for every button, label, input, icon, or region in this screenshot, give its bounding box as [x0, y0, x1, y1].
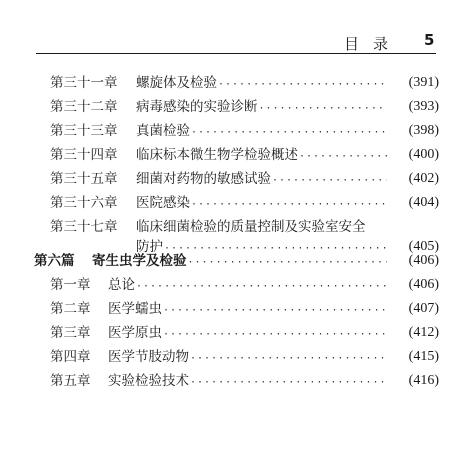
page-number: (405) [408, 239, 439, 254]
chapter-label: 第三十七章 [50, 219, 118, 235]
chapter-title-line-2: 防护 [136, 239, 163, 255]
chapter-title: 螺旋体及检验 [136, 75, 217, 91]
toc-entry [0, 144, 474, 166]
chapter-label: 第三十四章 [50, 147, 118, 163]
chapter-title-line-1: 临床细菌检验的质量控制及实验室安全 [136, 219, 366, 235]
toc-entry [0, 274, 474, 296]
dot-leader [163, 300, 387, 322]
running-header-page-number: 5 [424, 31, 435, 49]
toc-entry [0, 346, 474, 368]
chapter-label: 第三章 [50, 325, 91, 341]
chapter-title: 真菌检验 [136, 123, 190, 139]
page-header [0, 0, 474, 56]
chapter-label: 第一章 [50, 277, 91, 293]
chapter-label: 第三十二章 [50, 99, 118, 115]
toc-part-entry [0, 250, 474, 272]
toc-entry [0, 322, 474, 344]
toc-entry [0, 298, 474, 320]
chapter-title: 细菌对药物的敏感试验 [136, 171, 271, 187]
part-title: 寄生虫学及检验 [92, 253, 187, 269]
part-label: 第六篇 [34, 253, 75, 269]
dot-leader [190, 372, 387, 394]
toc-entry [0, 96, 474, 118]
page-number: (398) [408, 123, 439, 138]
toc-entry [0, 168, 474, 190]
page-number: (415) [408, 349, 439, 364]
dot-leader [190, 348, 387, 370]
page-number: (412) [408, 325, 439, 340]
chapter-label: 第三十五章 [50, 171, 118, 187]
chapter-label: 第四章 [50, 349, 91, 365]
page-number: (406) [408, 253, 439, 268]
toc-entry [0, 120, 474, 142]
page-number: (393) [408, 99, 439, 114]
dot-leader [191, 194, 387, 216]
dot-leader [272, 170, 387, 192]
page-number: (416) [408, 373, 439, 388]
chapter-label: 第二章 [50, 301, 91, 317]
dot-leader [191, 122, 387, 144]
chapter-title: 医学节肢动物 [108, 349, 189, 365]
header-rule [36, 53, 436, 54]
chapter-label: 第三十一章 [50, 75, 118, 91]
dot-leader [218, 74, 387, 96]
page-number: (402) [408, 171, 439, 186]
toc-entry [0, 370, 474, 392]
toc-entry [0, 72, 474, 94]
chapter-title: 实验检验技术 [108, 373, 189, 389]
chapter-label: 第三十六章 [50, 195, 118, 211]
chapter-title: 临床标本微生物学检验概述 [136, 147, 298, 163]
running-header-title: 目录 [344, 35, 403, 53]
page-number: (404) [408, 195, 439, 210]
dot-leader [259, 98, 388, 120]
dot-leader [136, 276, 387, 298]
chapter-title: 医院感染 [136, 195, 190, 211]
page-number: (391) [408, 75, 439, 90]
page-number: (406) [408, 277, 439, 292]
toc-entry [0, 216, 474, 238]
chapter-title: 病毒感染的实验诊断 [136, 99, 258, 115]
toc-entry [0, 192, 474, 214]
chapter-label: 第五章 [50, 373, 91, 389]
dot-leader [188, 252, 388, 274]
chapter-label: 第三十三章 [50, 123, 118, 139]
chapter-title: 医学原虫 [108, 325, 162, 341]
chapter-title: 总论 [108, 277, 135, 293]
dot-leader [163, 324, 387, 346]
page-number: (407) [408, 301, 439, 316]
dot-leader [299, 146, 387, 168]
page-number: (400) [408, 147, 439, 162]
chapter-title: 医学蠕虫 [108, 301, 162, 317]
